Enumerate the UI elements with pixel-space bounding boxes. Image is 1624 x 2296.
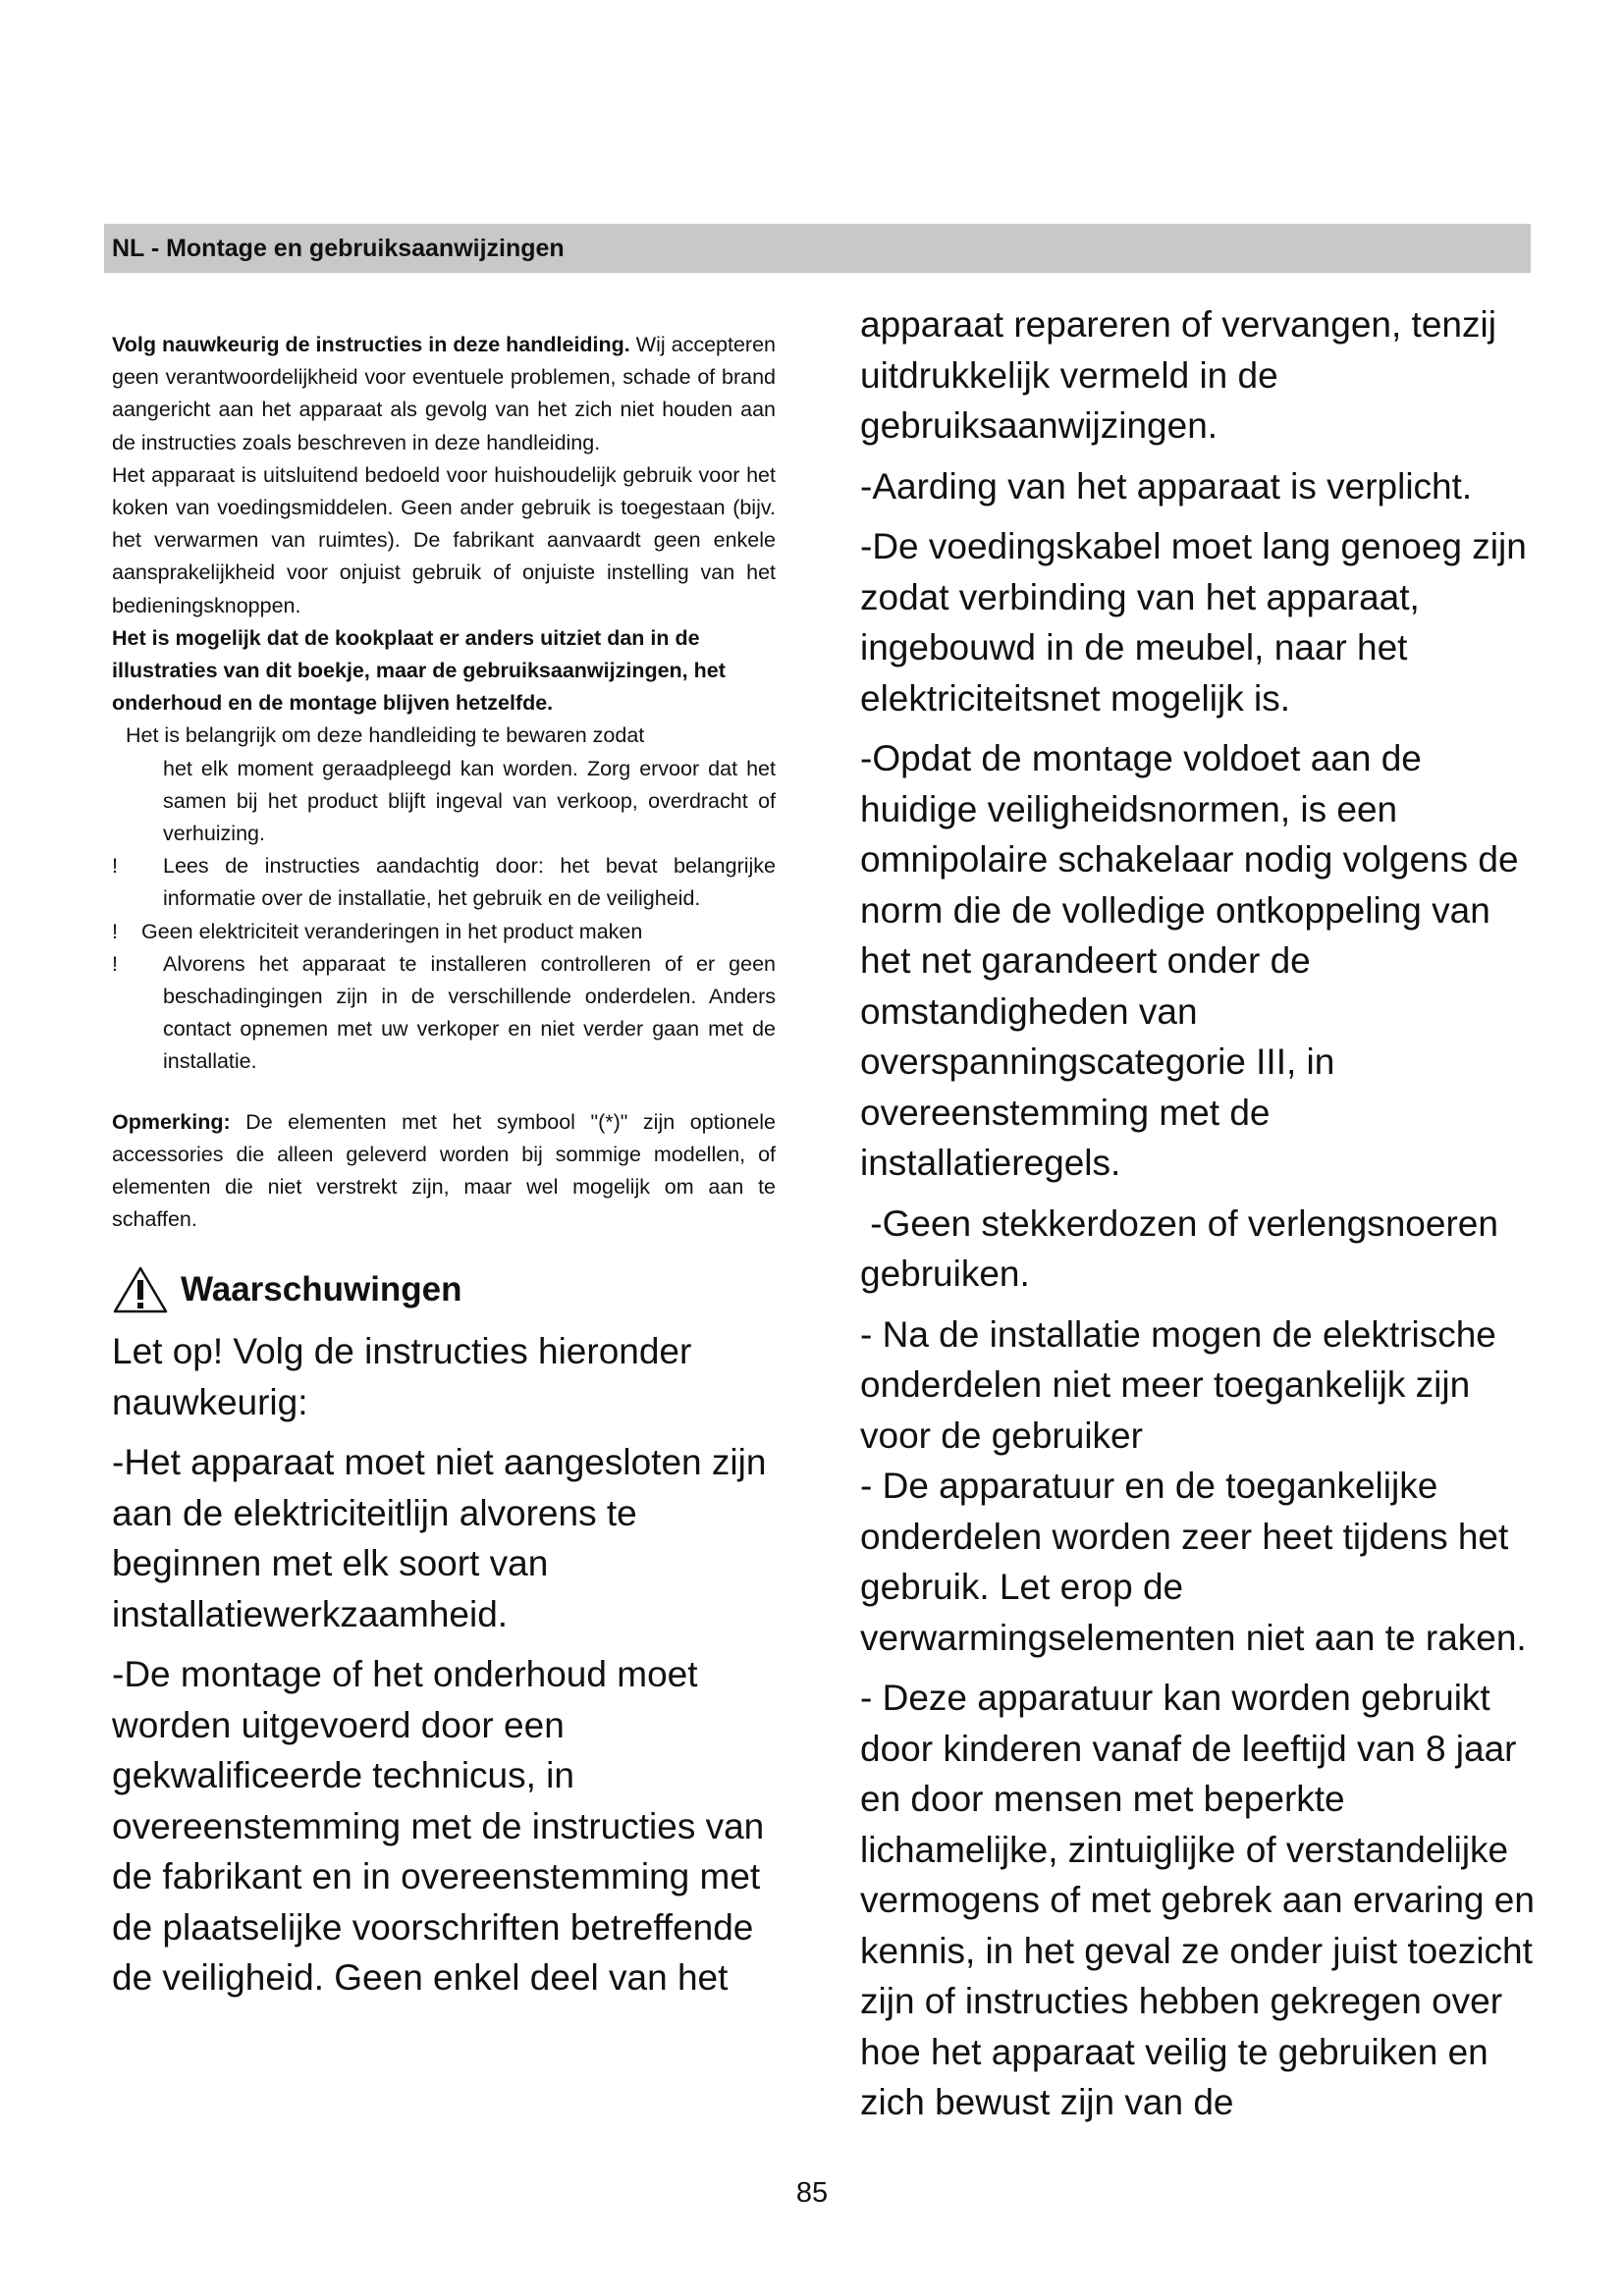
warning-paragraph: - Deze apparatuur kan worden gebruikt door kinderen vanaf de leeftijd van 8 jaar en door mensen met beperkte lichamelijke, zintuiglijke of verstandelijke vermogens of met gebrek aan ervaring en kennis, in het geval ze onder juist toezicht zijn of instructies hebben gekregen over hoe het apparaat veilig te gebruiken en zich bewust zijn van de (860, 1678, 1535, 2122)
page-number: 85 (795, 2177, 829, 2209)
exclamation-mark: ! (112, 919, 118, 943)
warning-paragraph: -De voedingskabel moet lang genoeg zijn zodat verbinding van het apparaat, ingebouwd in de meubel, naar het elektriciteitsnet mogelijk is. (860, 526, 1527, 719)
intro-paragraph-4-first: Het is belangrijk om deze handleiding te bewaren zodat (126, 723, 645, 748)
warning-paragraph: -Het apparaat moet niet aangesloten zijn aan de elektriciteitlijn alvorens te beginnen met elk soort van installatiewerkzaamheid. (112, 1442, 767, 1634)
intro-paragraph-2: Het apparaat is uitsluitend bedoeld voor huishoudelijk gebruik voor het koken van voedingsmiddelen. Geen ander gebruik is toegestaan (bijv. het verwarmen van ruimtes). De fabrikant aanvaardt geen enkele aansprakelijkheid voor onjuist gebruik of onjuiste instelling van het bedieningsknoppen. (112, 462, 776, 617)
warning-paragraph: - De apparatuur en de toegankelijke onderdelen worden zeer heet tijdens het gebruik. Let erop de verwarmingselementen niet aan te raken. (860, 1466, 1527, 1658)
bullet-text: Lees de instructies aandachtig door: het bevat belangrijke informatie over de installatie, het gebruik en de veiligheid. (163, 854, 776, 911)
bullet-item (112, 916, 776, 948)
right-column (860, 299, 1538, 2128)
warnings-heading (112, 1261, 776, 1318)
note-text: De elementen met het symbool "(*)" zijn optionele accessories die alleen geleverd worden bij sommige modellen, of elementen die niet verstrekt zijn, maar wel mogelijk om aan te schaffen. (112, 1109, 776, 1232)
warning-paragraph: apparaat repareren of vervangen, tenzij uitdrukkelijk vermeld in de gebruiksaanwijzingen. (860, 304, 1496, 446)
intro-paragraph-3: Het is mogelijk dat de kookplaat er anders uitziet dan in de illustraties van dit boekje, maar de gebruiksaanwijzingen, het onderhoud en de montage blijven hetzelfde. (112, 625, 726, 716)
section-title: NL - Montage en gebruiksaanwijzingen (112, 235, 565, 262)
warning-triangle-icon (112, 1265, 169, 1314)
intro-p1-rest: Wij accepteren geen verantwoordelijkheid voor eventuele problemen, schade of brand aangericht aan het apparaat als gevolg van het zich niet houden aan de instructies zoals beschreven in deze handleiding. (112, 333, 777, 454)
warning-paragraph: -Geen stekkerdozen of verlengsnoeren gebruiken. (860, 1202, 1509, 1294)
bullet-text: Alvorens het apparaat te installeren controlleren of er geen beschadingingen zijn in de verschillende onderdelen. Anders contact opnemen met uw verkoper en niet verder gaan met de installatie. (163, 951, 776, 1074)
warning-paragraph: -Opdat de montage voldoet aan de huidige veiligheidsnormen, is een omnipolaire schakelaar nodig volgens de norm die de volledige ontkoppeling van het net garandeert onder de omstandigheden van overspanningscategorie III, in overeenstemming met de installatieregels. (860, 738, 1519, 1183)
warning-paragraph: - Na de installatie mogen de elektrische onderdelen niet meer toegankelijk zijn voor de gebruiker (860, 1313, 1496, 1456)
warnings-title: Waarschuwingen (181, 1270, 462, 1309)
note-paragraph (112, 1106, 776, 1237)
warning-paragraph: Let op! Volg de instructies hieronder nauwkeurig: (112, 1331, 692, 1422)
warning-paragraph: -De montage of het onderhoud moet worden uitgevoerd door een gekwalificeerde technicus, in overeenstemming met de instructies van de fabrikant en in overeenstemming met de plaatselijke voorschriften betreffende de veiligheid. Geen enkel deel van het (112, 1654, 765, 1999)
intro-p1-bold: Volg nauwkeurig de instructies in deze handleiding. (112, 333, 630, 356)
bullet-text: Geen elektriciteit veranderingen in het product maken (141, 919, 643, 943)
bullet-item (112, 948, 776, 1079)
exclamation-mark: ! (112, 854, 118, 879)
warning-paragraph: -Aarding van het apparaat is verplicht. (860, 465, 1473, 507)
intro-paragraph-1 (112, 329, 776, 459)
section-header (104, 224, 1531, 273)
left-column (112, 329, 776, 2003)
intro-paragraph-4-rest: het elk moment geraadpleegd kan worden. Zorg ervoor dat het samen bij het product blijft ingeval van verkoop, overdracht of verhuizing. (163, 756, 776, 846)
bullet-item (112, 850, 776, 915)
note-label: Opmerking: (112, 1109, 231, 1134)
exclamation-mark: ! (112, 951, 118, 976)
